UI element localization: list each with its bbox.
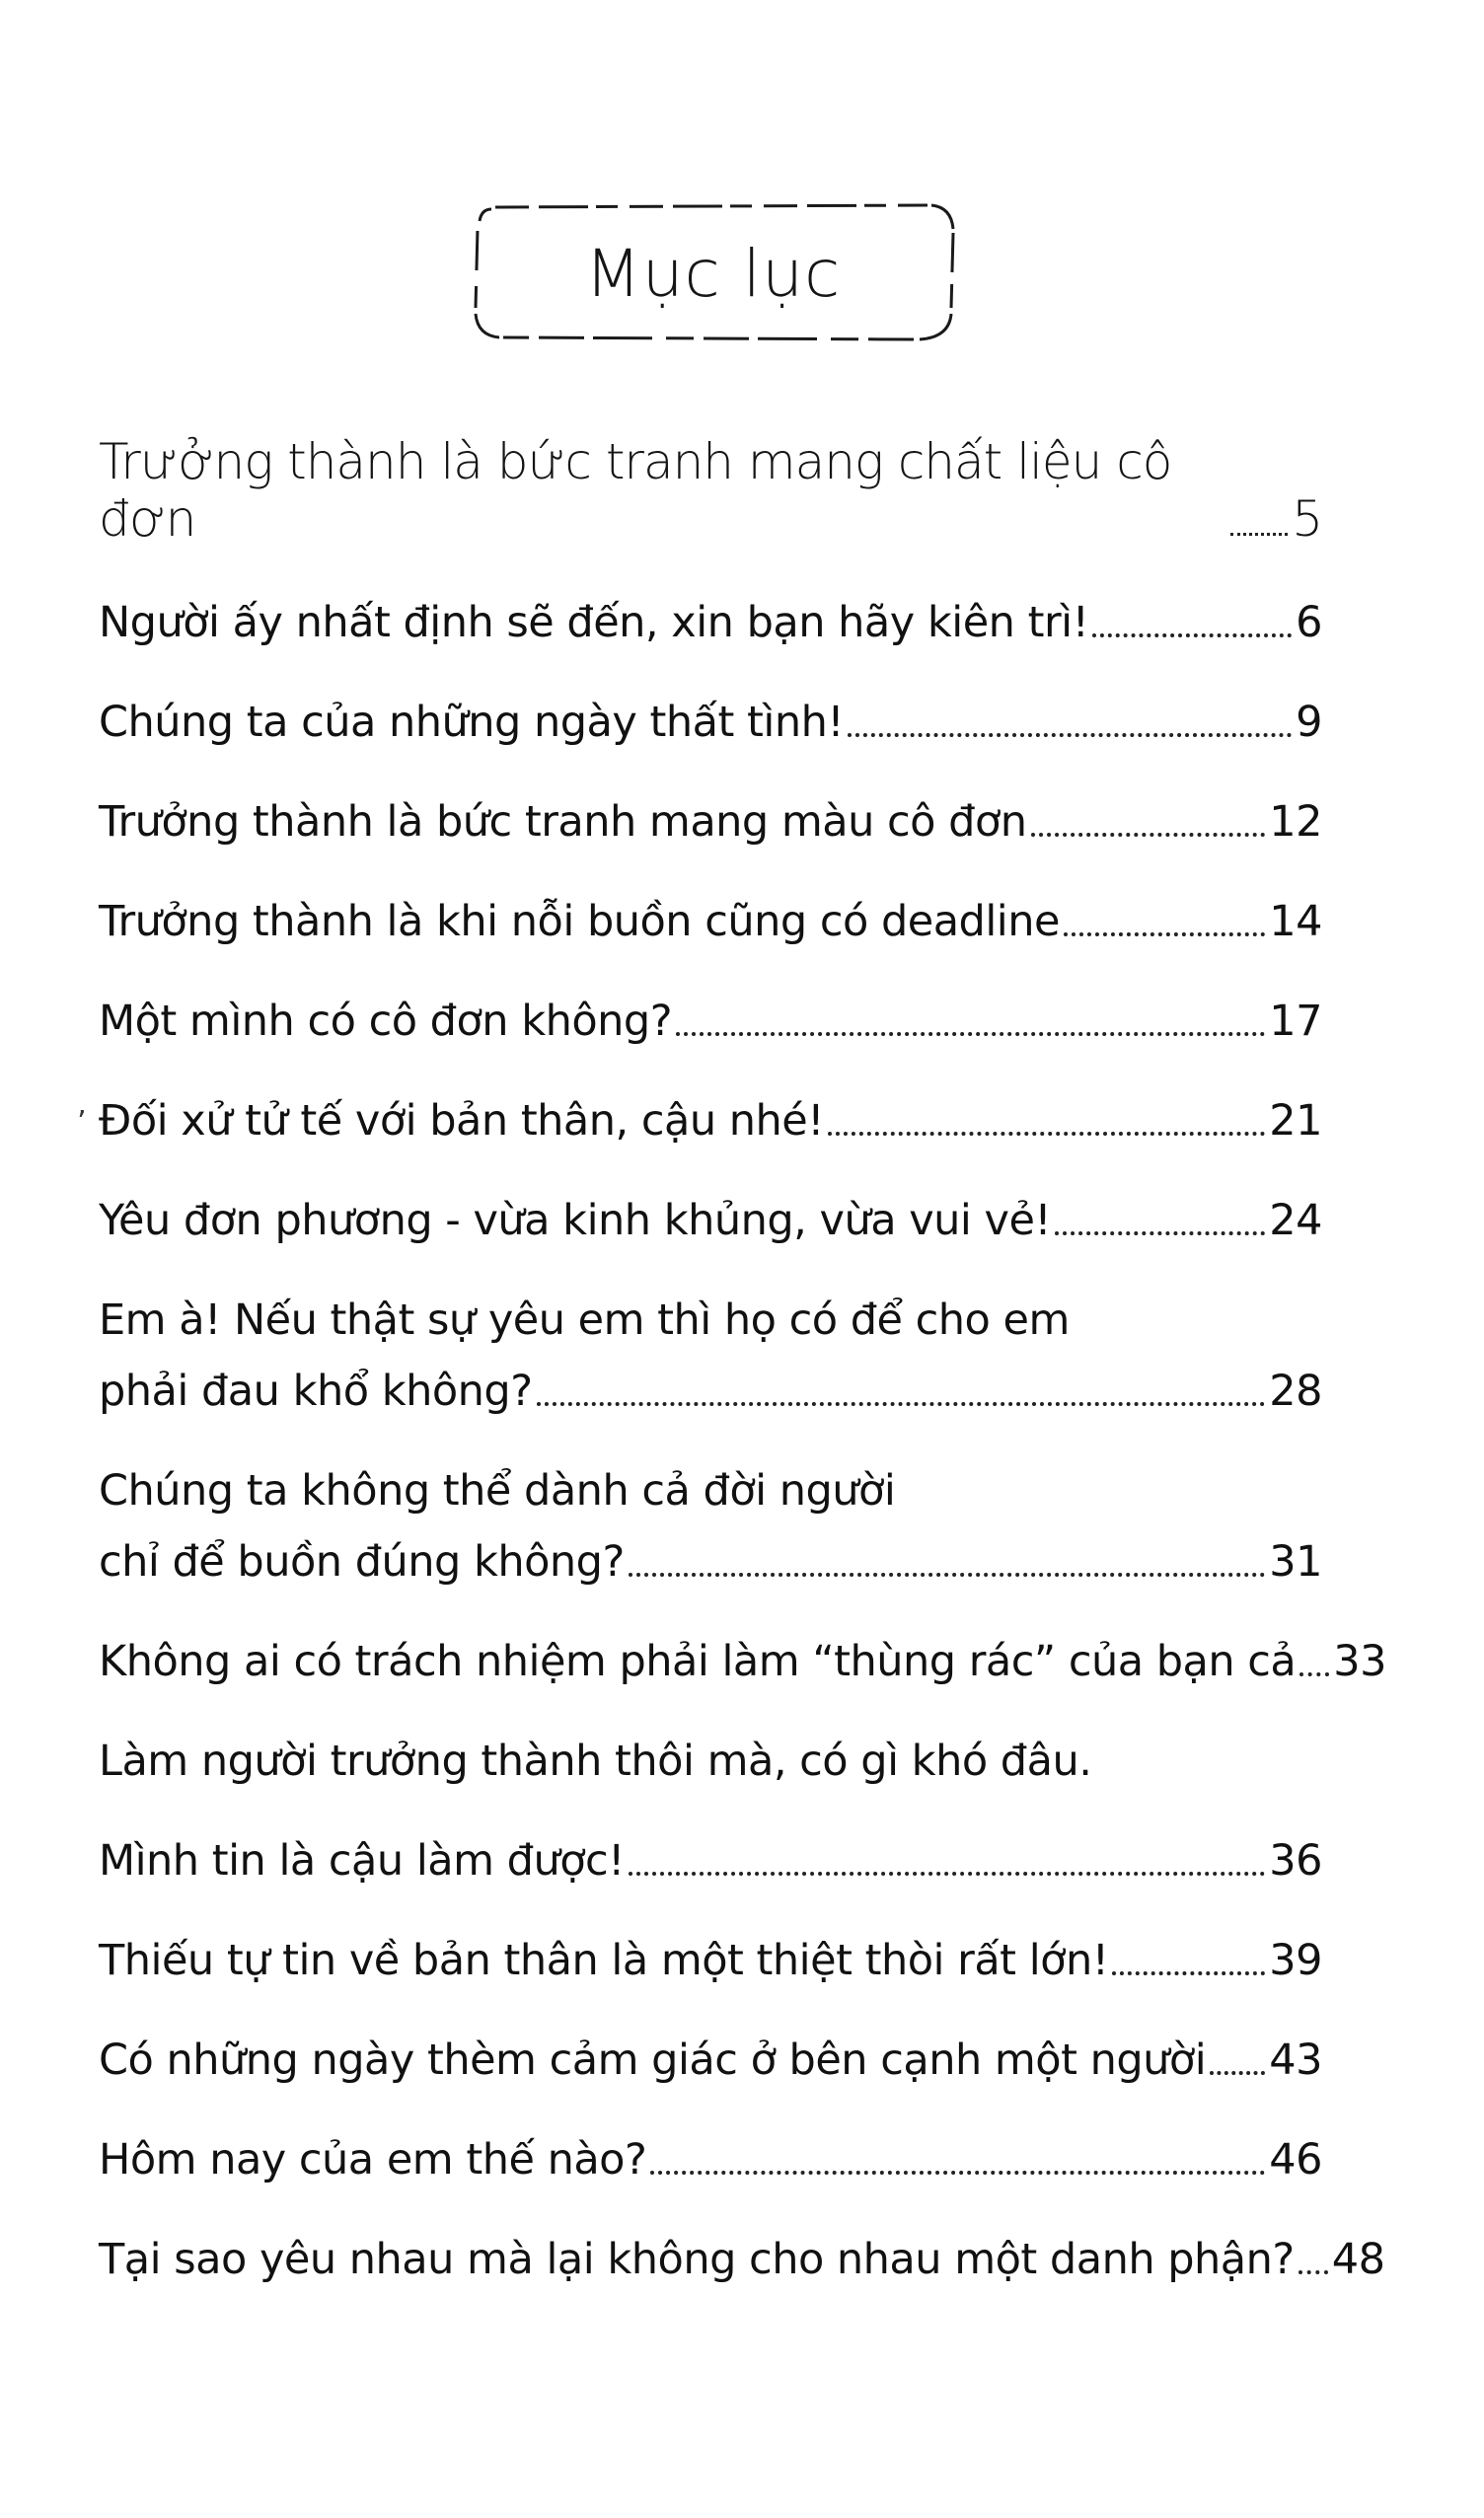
toc-entry-line2[interactable] bbox=[99, 1516, 1322, 1587]
entry-title: Thiếu tự tin về bản thân là một thiệt thòi rất lớn! bbox=[99, 1936, 1109, 1985]
dot-leader bbox=[629, 1872, 1265, 1876]
entry-page-number: 39 bbox=[1269, 1936, 1322, 1985]
entry-title: Trưởng thành là bức tranh mang màu cô đơn bbox=[99, 797, 1027, 847]
toc-entry[interactable] bbox=[99, 1886, 1322, 1985]
entry-page-number: 36 bbox=[1269, 1836, 1322, 1886]
toc-entry[interactable] bbox=[99, 847, 1322, 946]
dot-leader bbox=[1092, 633, 1292, 637]
toc-entry[interactable] bbox=[99, 647, 1322, 747]
page-title: Mục lục bbox=[584, 236, 842, 312]
entry-page-number: 31 bbox=[1269, 1537, 1322, 1587]
entry-title-line2: Mình tin là cậu làm được! bbox=[99, 1836, 625, 1886]
toc-entry[interactable] bbox=[99, 1587, 1387, 1686]
dot-leader bbox=[1055, 1231, 1265, 1235]
entry-title: Đối xử tử tế với bản thân, cậu nhé! bbox=[99, 1096, 824, 1146]
dot-leader bbox=[629, 1573, 1265, 1577]
entry-title: Có những ngày thèm cảm giác ở bên cạnh một người bbox=[99, 2036, 1207, 2085]
entry-title: Yêu đơn phương - vừa kinh khủng, vừa vui vẻ! bbox=[99, 1196, 1052, 1245]
entry-title-line1: Chúng ta không thể dành cả đời người bbox=[99, 1466, 896, 1516]
toc-entry-line1[interactable] bbox=[99, 1686, 1322, 1786]
dot-leader bbox=[537, 1402, 1266, 1406]
entry-page-number: 17 bbox=[1269, 997, 1322, 1046]
entry-title-line2: phải đau khổ không? bbox=[99, 1367, 533, 1416]
dot-leader bbox=[828, 1132, 1265, 1136]
entry-page-number: 24 bbox=[1269, 1196, 1322, 1245]
entry-title-line1: Làm người trưởng thành thôi mà, có gì khó đâu. bbox=[99, 1737, 1092, 1786]
toc-entry[interactable] bbox=[99, 2085, 1322, 2185]
entry-title: Chúng ta của những ngày thất tình! bbox=[99, 698, 845, 747]
section-heading[interactable] bbox=[99, 433, 1322, 548]
title-frame bbox=[464, 197, 962, 350]
table-of-contents bbox=[99, 433, 1387, 2284]
toc-entry-line1[interactable] bbox=[99, 1416, 1322, 1516]
dot-leader bbox=[1299, 1672, 1329, 1676]
entry-title: Không ai có trách nhiệm phải làm “thùng rác” của bạn cả bbox=[99, 1637, 1297, 1686]
toc-entry[interactable] bbox=[99, 946, 1322, 1046]
entry-page-number: 43 bbox=[1269, 2036, 1322, 2085]
entry-page-number: 33 bbox=[1333, 1637, 1387, 1686]
entry-page-number: 9 bbox=[1296, 698, 1322, 747]
dot-leader bbox=[1112, 1971, 1265, 1975]
toc-entry[interactable] bbox=[99, 1046, 1322, 1146]
toc-entry-line1[interactable] bbox=[99, 1245, 1322, 1345]
entry-title: Trưởng thành là khi nỗi buồn cũng có deadline bbox=[99, 897, 1060, 946]
entry-title: Tại sao yêu nhau mà lại không cho nhau một danh phận? bbox=[99, 2235, 1295, 2284]
dot-leader bbox=[1298, 2270, 1328, 2274]
toc-entry[interactable] bbox=[99, 747, 1322, 847]
entry-title: Hôm nay của em thế nào? bbox=[99, 2135, 647, 2185]
entry-page-number: 48 bbox=[1331, 2235, 1385, 2284]
dot-leader bbox=[650, 2171, 1265, 2175]
entry-title: Một mình có cô đơn không? bbox=[99, 997, 673, 1046]
entry-page-number: 14 bbox=[1269, 897, 1322, 946]
toc-entry-line2[interactable] bbox=[99, 1345, 1322, 1416]
entry-page-number: 6 bbox=[1296, 598, 1322, 647]
dot-leader bbox=[676, 1032, 1265, 1036]
entry-page-number: 28 bbox=[1269, 1367, 1322, 1416]
toc-entry[interactable] bbox=[99, 548, 1322, 647]
section-title: Trưởng thành là bức tranh mang chất liệu cô đơn bbox=[99, 433, 1172, 548]
entry-title: Người ấy nhất định sẽ đến, xin bạn hãy kiên trì! bbox=[99, 598, 1089, 647]
toc-entry[interactable] bbox=[99, 2185, 1385, 2284]
section-page-number: 5 bbox=[1292, 490, 1322, 548]
entry-title-line1: Em à! Nếu thật sự yêu em thì họ có để cho em bbox=[99, 1296, 1070, 1345]
dot-leader bbox=[1230, 533, 1288, 536]
dot-leader bbox=[1064, 932, 1265, 936]
dot-leader bbox=[1210, 2071, 1265, 2075]
toc-entry[interactable] bbox=[99, 1146, 1322, 1245]
stray-mark: ’ bbox=[77, 1105, 87, 1140]
entry-page-number: 12 bbox=[1269, 797, 1322, 847]
entry-page-number: 21 bbox=[1269, 1096, 1322, 1146]
toc-entry[interactable] bbox=[99, 1985, 1322, 2085]
entry-title-line2: chỉ để buồn đúng không? bbox=[99, 1537, 625, 1587]
toc-entry-line2[interactable] bbox=[99, 1786, 1322, 1886]
dot-leader bbox=[1031, 833, 1266, 837]
entry-page-number: 46 bbox=[1269, 2135, 1322, 2185]
dot-leader bbox=[848, 733, 1292, 737]
